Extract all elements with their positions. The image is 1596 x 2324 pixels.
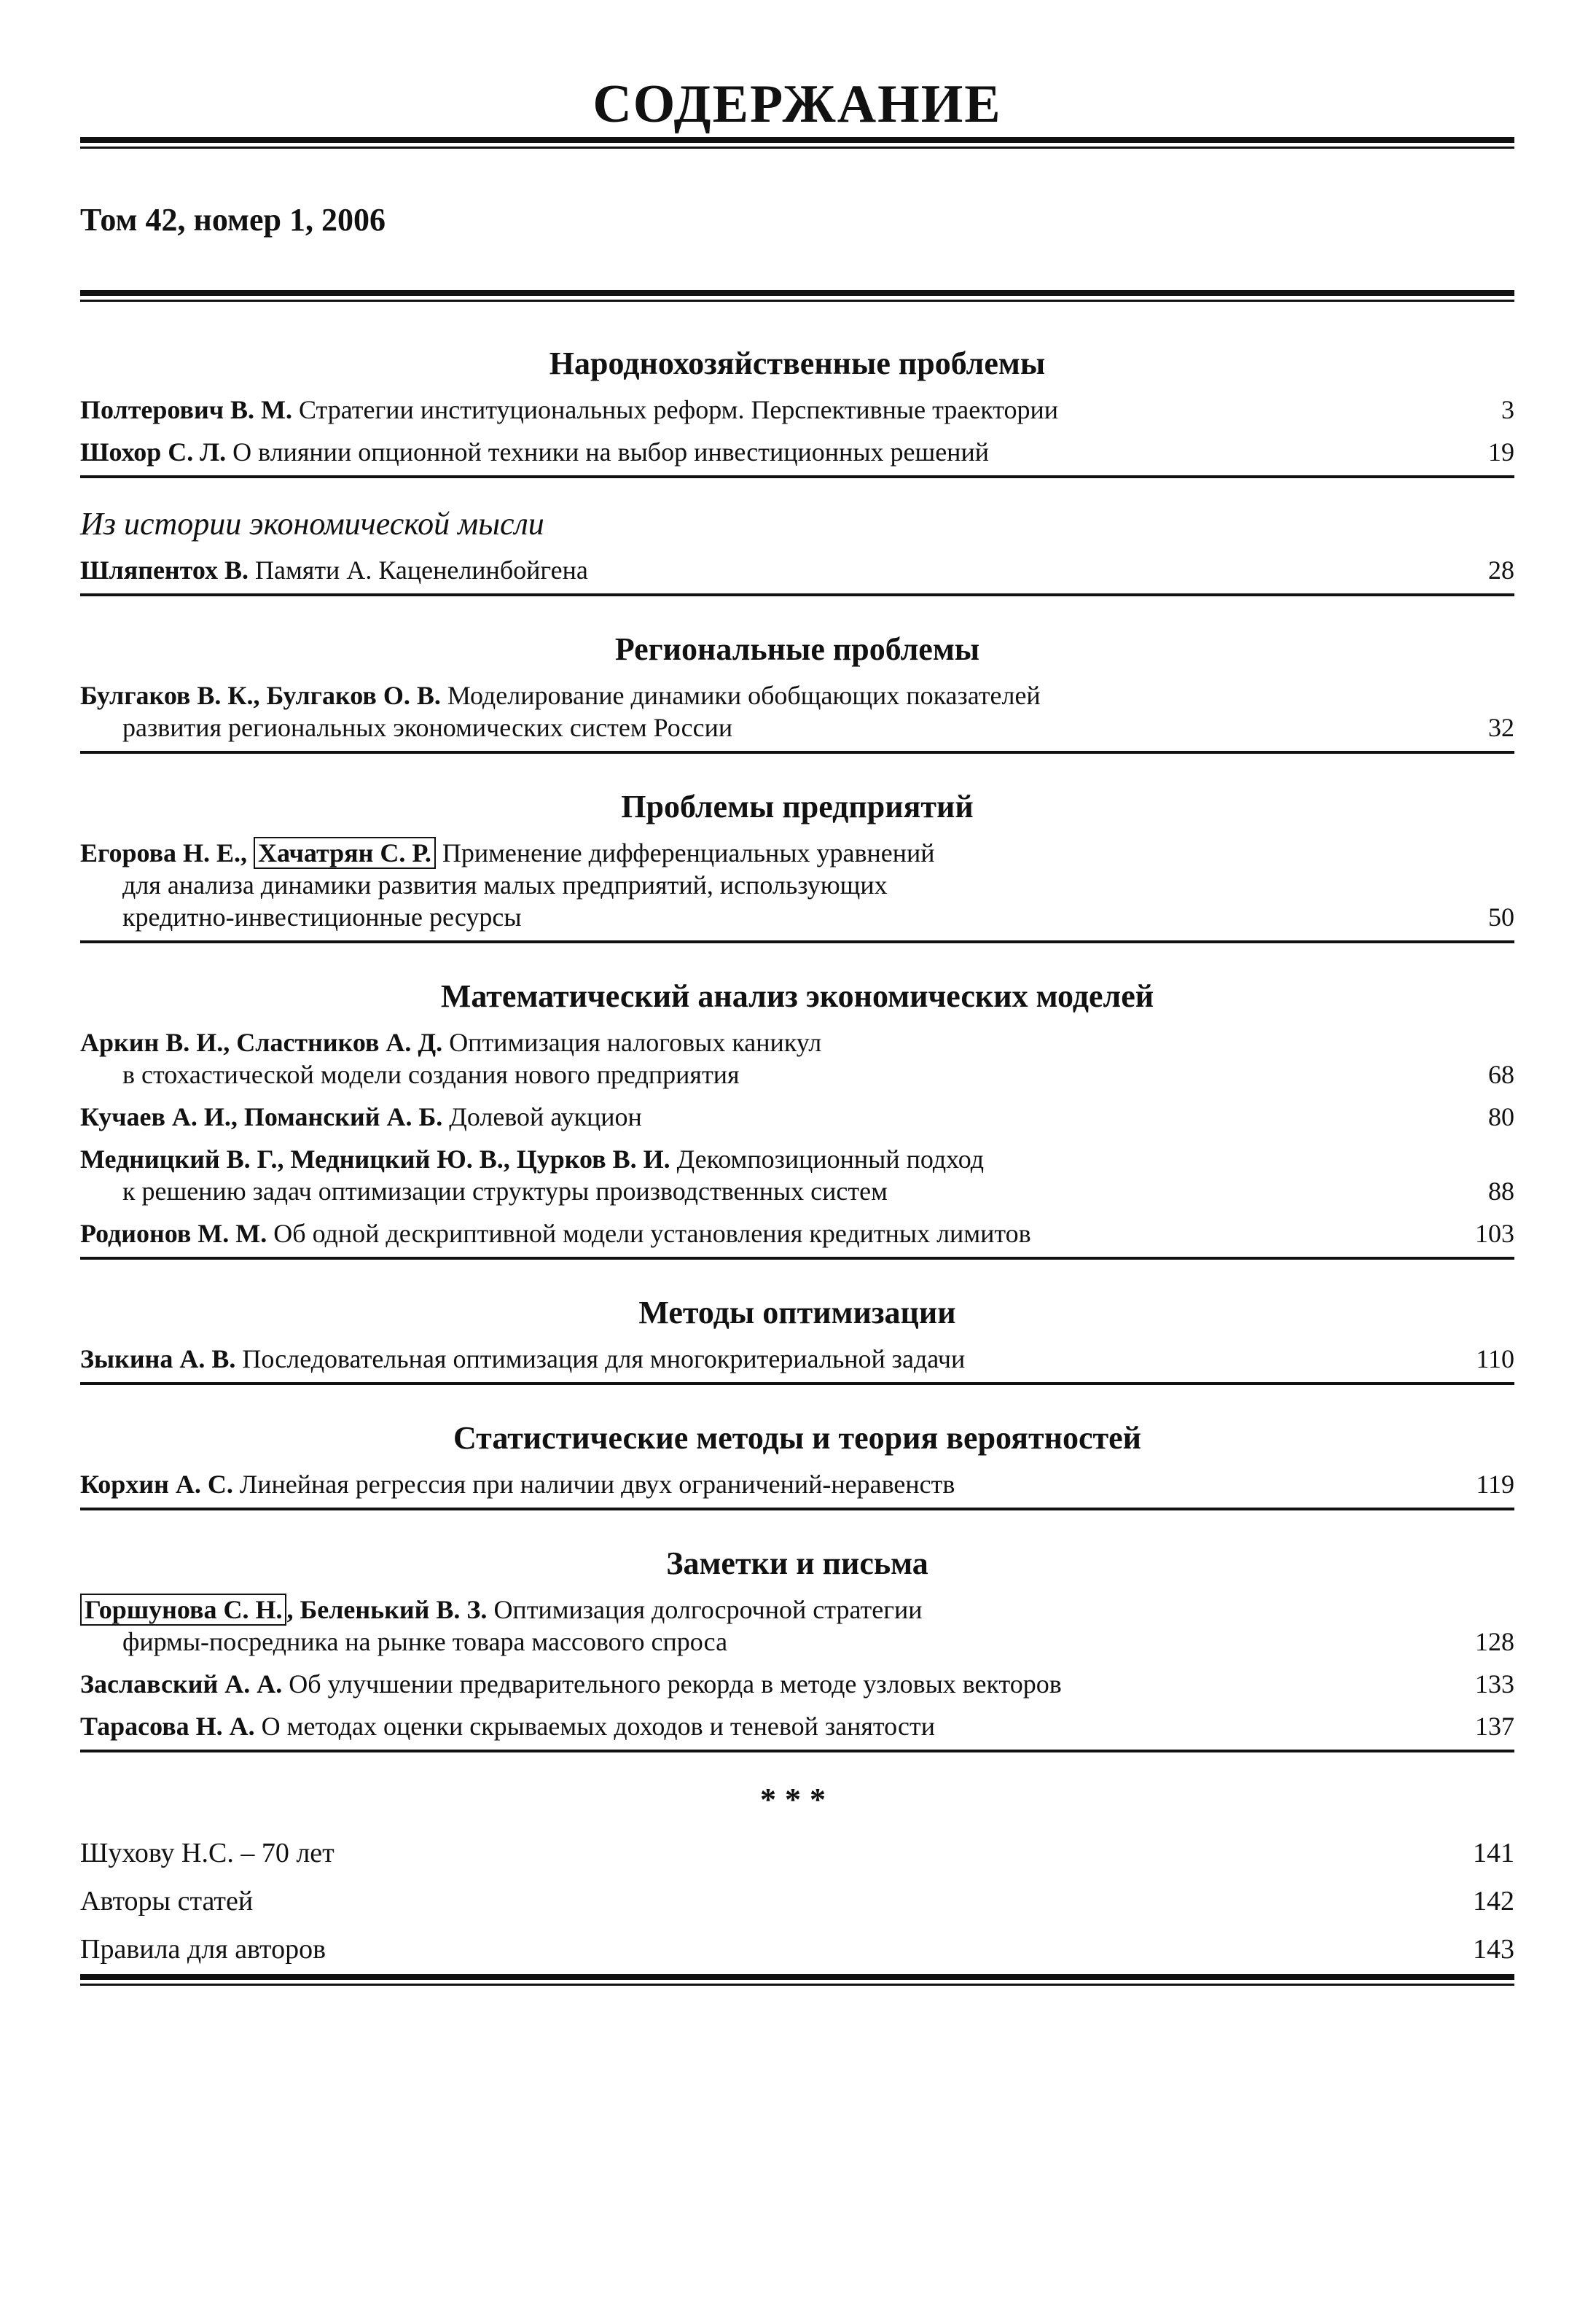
entry-page: 128 bbox=[1475, 1627, 1514, 1656]
toc-entry bbox=[80, 1468, 1514, 1500]
section-rule bbox=[80, 593, 1514, 596]
section-statistics bbox=[80, 1419, 1514, 1510]
entry-authors: Кучаев А. И., Поманский А. Б. bbox=[80, 1102, 443, 1131]
bottom-rule bbox=[80, 1974, 1514, 1990]
toc-entry bbox=[80, 394, 1514, 426]
toc-entry bbox=[80, 1143, 1514, 1207]
section-rule bbox=[80, 1257, 1514, 1260]
toc-entry bbox=[80, 1101, 1514, 1133]
entry-title: Моделирование динамики обобщающих показателей bbox=[447, 681, 1041, 710]
entry-title: О методах оценки скрываемых доходов и теневой занятости bbox=[261, 1712, 936, 1741]
entry-title: Линейная регрессия при наличии двух ограничений-неравенств bbox=[239, 1470, 955, 1499]
entry-authors: Егорова Н. Е., bbox=[80, 838, 248, 867]
entry-title: Памяти А. Каценелинбойгена bbox=[255, 555, 588, 585]
title-rule bbox=[80, 137, 1514, 153]
section-title: Математический анализ экономических моделей bbox=[440, 978, 1154, 1014]
issue-rule bbox=[80, 290, 1514, 306]
entry-authors: Аркин В. И., Сластников А. Д. bbox=[80, 1028, 443, 1057]
toc-entry bbox=[80, 1710, 1514, 1742]
entry-authors: , Беленький В. З. bbox=[286, 1595, 488, 1624]
entry-authors: Шляпентох В. bbox=[80, 555, 249, 585]
entry-title-cont: к решению задач оптимизации структуры производственных систем bbox=[122, 1177, 888, 1206]
section-notes-letters bbox=[80, 1544, 1514, 1752]
toc-entry bbox=[80, 1217, 1514, 1249]
section-title: Заметки и письма bbox=[666, 1545, 928, 1581]
entry-authors: Медницкий В. Г., Медницкий Ю. В., Цурков В. И. bbox=[80, 1145, 670, 1174]
entry-page: 110 bbox=[1476, 1344, 1514, 1373]
issue-label: Том 42, номер 1, 2006 bbox=[80, 202, 386, 238]
entry-title: Правила для авторов bbox=[80, 1934, 326, 1965]
entry-title-cont: фирмы-посредника на рынке товара массового спроса bbox=[122, 1627, 728, 1656]
entry-authors: Родионов М. М. bbox=[80, 1219, 267, 1248]
entry-title: Применение дифференциальных уравнений bbox=[442, 838, 935, 867]
entry-authors: Тарасова Н. А. bbox=[80, 1712, 255, 1741]
entry-authors: Булгаков В. К., Булгаков О. В. bbox=[80, 681, 441, 710]
toc-entry bbox=[80, 436, 1514, 468]
entry-title: Декомпозиционный подход bbox=[676, 1145, 985, 1174]
entry-title: Шухову Н.С. – 70 лет bbox=[80, 1838, 335, 1868]
section-rule bbox=[80, 751, 1514, 754]
section-history-of-thought bbox=[80, 504, 1514, 596]
toc-entry bbox=[80, 1343, 1514, 1375]
misc-entries bbox=[80, 1837, 1514, 1965]
entry-page: 133 bbox=[1475, 1669, 1514, 1699]
toc-entry bbox=[80, 837, 1514, 933]
entry-title-cont: кредитно-инвестиционные ресурсы bbox=[122, 902, 522, 932]
page-title: СОДЕРЖАНИЕ bbox=[592, 74, 1002, 134]
section-math-models bbox=[80, 977, 1514, 1260]
entry-title: О влиянии опционной техники на выбор инвестиционных решений bbox=[232, 437, 989, 467]
section-rule bbox=[80, 940, 1514, 943]
entry-author-boxed: Горшунова С. Н. bbox=[80, 1594, 286, 1626]
toc-entry bbox=[80, 554, 1514, 586]
entry-authors: Заславский А. А. bbox=[80, 1669, 283, 1699]
entry-title: Авторы статей bbox=[80, 1886, 254, 1916]
entry-page: 68 bbox=[1488, 1060, 1514, 1089]
entry-page: 88 bbox=[1488, 1177, 1514, 1206]
toc-entry bbox=[80, 679, 1514, 744]
misc-entry bbox=[80, 1933, 1514, 1965]
section-title: Проблемы предприятий bbox=[621, 789, 974, 824]
entry-authors: Шохор С. Л. bbox=[80, 437, 227, 467]
entry-page: 80 bbox=[1488, 1102, 1514, 1131]
entry-title: Последовательная оптимизация для многокритериальной задачи bbox=[242, 1344, 966, 1373]
toc-entry bbox=[80, 1668, 1514, 1700]
entry-page: 3 bbox=[1501, 395, 1514, 424]
entry-page: 143 bbox=[1473, 1934, 1514, 1965]
section-regional bbox=[80, 630, 1514, 754]
section-rule bbox=[80, 1508, 1514, 1510]
entry-title: Оптимизация долгосрочной стратегии bbox=[493, 1595, 923, 1624]
entry-title-cont: для анализа динамики развития малых предприятий, использующих bbox=[122, 870, 888, 900]
toc-entry bbox=[80, 1594, 1514, 1658]
section-rule bbox=[80, 475, 1514, 478]
entry-authors: Зыкина А. В. bbox=[80, 1344, 236, 1373]
section-title: Из истории экономической мысли bbox=[80, 506, 544, 542]
entry-page: 142 bbox=[1473, 1886, 1514, 1916]
section-title: Региональные проблемы bbox=[614, 631, 980, 667]
toc-entry bbox=[80, 1026, 1514, 1091]
entry-title: Об одной дескриптивной модели установления кредитных лимитов bbox=[273, 1219, 1031, 1248]
entry-title: Оптимизация налоговых каникул bbox=[449, 1028, 822, 1057]
entry-page: 119 bbox=[1476, 1470, 1514, 1499]
entry-page: 141 bbox=[1473, 1838, 1514, 1868]
entry-title: Долевой аукцион bbox=[449, 1102, 642, 1131]
entry-title: Об улучшении предварительного рекорда в методе узловых векторов bbox=[289, 1669, 1062, 1699]
entry-title-cont: в стохастической модели создания нового предприятия bbox=[122, 1060, 740, 1089]
section-optimization bbox=[80, 1293, 1514, 1385]
entry-authors: Корхин А. С. bbox=[80, 1470, 233, 1499]
entry-page: 137 bbox=[1475, 1712, 1514, 1741]
section-national-economy bbox=[80, 344, 1514, 478]
section-rule bbox=[80, 1382, 1514, 1385]
section-enterprises bbox=[80, 787, 1514, 943]
entry-author-boxed: Хачатрян С. Р. bbox=[254, 837, 436, 869]
section-rule bbox=[80, 1750, 1514, 1752]
entry-page: 50 bbox=[1488, 902, 1514, 932]
entry-page: 32 bbox=[1488, 713, 1514, 742]
separator-stars: *** bbox=[760, 1782, 834, 1817]
misc-entry bbox=[80, 1885, 1514, 1917]
misc-entry bbox=[80, 1837, 1514, 1869]
section-title: Методы оптимизации bbox=[638, 1295, 956, 1330]
section-title: Статистические методы и теория вероятностей bbox=[453, 1420, 1142, 1456]
contents-column bbox=[80, 0, 1514, 1990]
entry-authors: Полтерович В. М. bbox=[80, 395, 292, 424]
entry-title-cont: развития региональных экономических систем России bbox=[122, 713, 733, 742]
entry-page: 28 bbox=[1488, 555, 1514, 585]
entry-page: 19 bbox=[1488, 437, 1514, 467]
entry-title: Стратегии институциональных реформ. Перспективные траектории bbox=[299, 395, 1059, 424]
entry-page: 103 bbox=[1475, 1219, 1514, 1248]
section-title: Народнохозяйственные проблемы bbox=[549, 346, 1046, 381]
